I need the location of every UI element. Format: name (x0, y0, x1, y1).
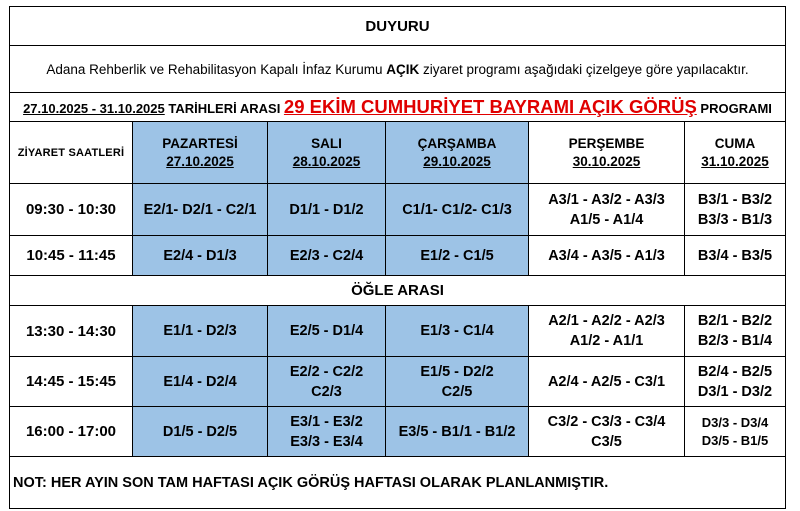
description-bold: AÇIK (386, 61, 420, 77)
day-date: 28.10.2025 (292, 153, 361, 169)
ward-group-line: D1/5 - D2/5 (162, 423, 238, 440)
day-header (685, 122, 786, 184)
footer-note: NOT: HER AYIN SON TAM HAFTASI AÇIK GÖRÜŞ HAFTASI OLARAK PLANLANMIŞTIR. (10, 457, 786, 509)
session-time: 09:30 - 10:30 (10, 184, 133, 236)
lunch-break: ÖĞLE ARASI (10, 276, 786, 306)
subtitle-end: PROGRAMI (696, 101, 772, 116)
ward-group-line: E2/2 - C2/2 (289, 363, 364, 380)
ward-group-line: B2/4 - B2/5 (697, 363, 773, 380)
ward-group-line: E3/3 - E3/4 (290, 433, 363, 450)
ward-group-line: B3/1 - B3/2 (697, 191, 773, 208)
session-row (10, 357, 786, 407)
ward-group-line: E3/1 - E3/2 (290, 413, 363, 430)
ward-group-line: B3/3 - B1/3 (697, 211, 773, 228)
ward-group-cell (386, 184, 529, 236)
day-header (133, 122, 268, 184)
session-time: 10:45 - 11:45 (10, 236, 133, 276)
day-header (386, 122, 529, 184)
ward-group-cell (268, 184, 386, 236)
ward-group-line: E2/3 - C2/4 (289, 247, 364, 264)
morning-sessions (10, 184, 786, 276)
subtitle-between: TARİHLERİ ARASI (164, 101, 284, 116)
ward-group-line: A1/5 - A1/4 (569, 211, 644, 228)
ward-group-line: D1/1 - D1/2 (289, 201, 364, 218)
announcement-description (10, 46, 786, 93)
day-name: SALI (311, 135, 342, 151)
ward-group-line: E1/2 - C1/5 (420, 247, 494, 264)
ward-group-cell (529, 236, 685, 276)
ward-group-line: B2/3 - B1/4 (697, 333, 773, 349)
ward-group-cell (386, 407, 529, 457)
ward-group-line: E3/5 - B1/1 - B1/2 (398, 423, 516, 440)
day-name: PAZARTESİ (162, 135, 238, 151)
session-row (10, 236, 786, 276)
announcement-sheet (9, 6, 786, 509)
description-text-end: ziyaret programı aşağıdaki çizelgeye göre yapılacaktır. (419, 61, 749, 77)
ward-group-cell (529, 306, 685, 357)
ward-group-line: D3/5 - B1/5 (701, 432, 769, 448)
ward-group-cell (268, 357, 386, 407)
day-date: 27.10.2025 (166, 153, 234, 169)
ward-group-cell (386, 236, 529, 276)
day-date: 31.10.2025 (701, 153, 769, 169)
ward-group-cell (685, 184, 786, 236)
ward-group-line: E1/1 - D2/3 (163, 323, 237, 339)
program-subtitle (10, 93, 786, 122)
ward-group-cell (685, 306, 786, 357)
session-row (10, 407, 786, 457)
header-row (10, 122, 786, 184)
ward-group-line: C2/5 (441, 383, 473, 400)
ward-group-line: A2/1 - A2/2 - A2/3 (548, 313, 665, 329)
day-name: PERŞEMBE (568, 135, 645, 151)
ward-group-line: C2/3 (311, 383, 342, 400)
ward-group-line: C1/1- C1/2- C1/3 (402, 201, 512, 218)
schedule-table (9, 6, 786, 509)
session-time: 16:00 - 17:00 (10, 407, 133, 457)
ward-group-cell (685, 357, 786, 407)
afternoon-sessions (10, 306, 786, 457)
session-time: 14:45 - 15:45 (10, 357, 133, 407)
ward-group-cell (268, 236, 386, 276)
visit-hours-header: ZİYARET SAATLERİ (10, 122, 133, 184)
ward-group-cell (133, 236, 268, 276)
ward-group-cell (529, 357, 685, 407)
day-header (529, 122, 685, 184)
ward-group-line: D3/3 - D3/4 (701, 414, 769, 430)
ward-group-line: C3/5 (591, 433, 622, 450)
ward-group-line: B3/4 - B3/5 (697, 247, 773, 264)
ward-group-line: A2/4 - A2/5 - C3/1 (547, 373, 666, 390)
ward-group-line: A3/1 - A3/2 - A3/3 (548, 191, 665, 208)
ward-group-cell (529, 407, 685, 457)
day-header (268, 122, 386, 184)
session-row (10, 306, 786, 357)
day-date: 30.10.2025 (572, 153, 641, 169)
ward-group-line: E1/4 - D2/4 (163, 373, 237, 390)
ward-group-cell (386, 357, 529, 407)
ward-group-cell (386, 306, 529, 357)
session-row (10, 184, 786, 236)
ward-group-cell (268, 306, 386, 357)
ward-group-line: D3/1 - D3/2 (697, 383, 773, 400)
ward-group-line: E1/5 - D2/2 (420, 363, 494, 380)
ward-group-cell (685, 407, 786, 457)
ward-group-line: A1/2 - A1/1 (569, 333, 644, 349)
ward-group-line: A3/4 - A3/5 - A1/3 (548, 247, 665, 264)
ward-group-line: E2/1- D2/1 - C2/1 (143, 201, 257, 218)
ward-group-line: E2/5 - D1/4 (289, 323, 364, 339)
date-range: 27.10.2025 - 31.10.2025 (23, 101, 165, 116)
session-time: 13:30 - 14:30 (10, 306, 133, 357)
ward-group-cell (133, 184, 268, 236)
ward-group-cell (133, 407, 268, 457)
ward-group-cell (529, 184, 685, 236)
ward-group-line: E2/4 - D1/3 (163, 247, 237, 264)
day-date: 29.10.2025 (423, 153, 491, 169)
holiday-highlight: 29 EKİM CUMHURİYET BAYRAMI AÇIK GÖRÜŞ (283, 96, 697, 117)
ward-group-line: E1/3 - C1/4 (420, 323, 494, 339)
day-name: CUMA (714, 135, 756, 151)
ward-group-cell (133, 357, 268, 407)
day-name: ÇARŞAMBA (417, 135, 497, 151)
ward-group-cell (685, 236, 786, 276)
description-text: Adana Rehberlik ve Rehabilitasyon Kapalı İnfaz Kurumu (46, 61, 387, 77)
ward-group-cell (133, 306, 268, 357)
ward-group-line: B2/1 - B2/2 (697, 313, 773, 329)
page-title: DUYURU (10, 7, 786, 46)
ward-group-line: C3/2 - C3/3 - C3/4 (547, 413, 666, 430)
ward-group-cell (268, 407, 386, 457)
